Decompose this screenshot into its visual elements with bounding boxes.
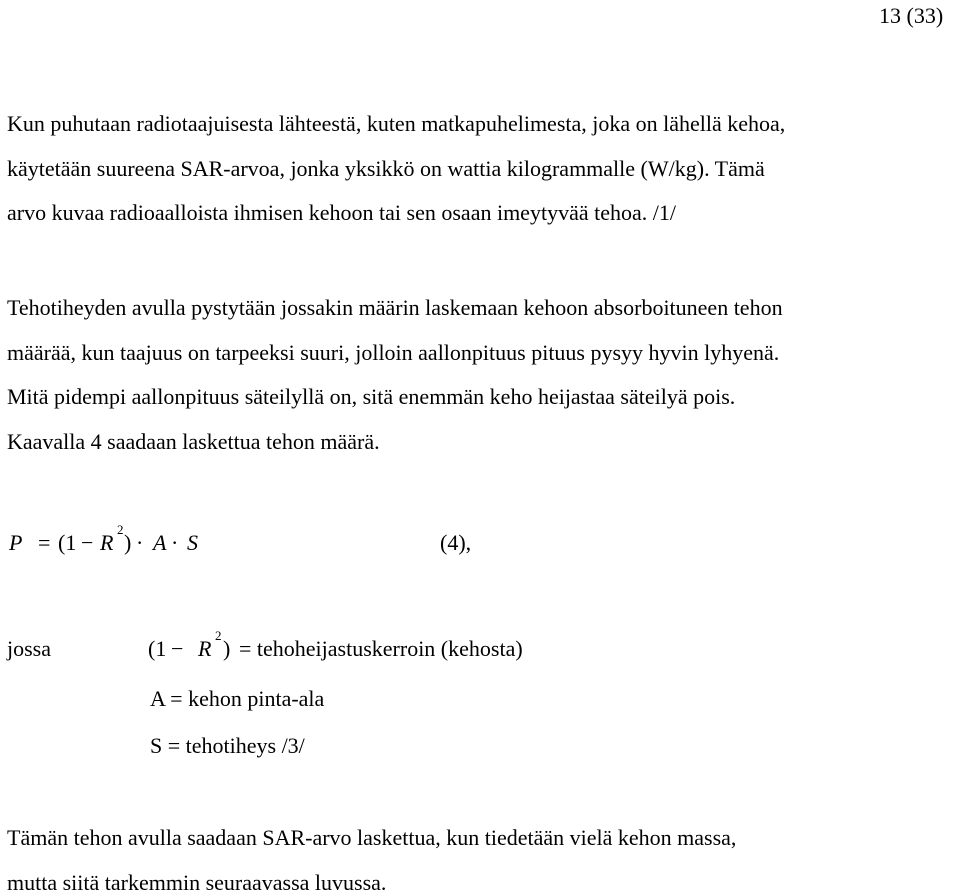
paragraph-line: arvo kuvaa radioaalloista ihmisen kehoon tai sen osaan imeytyvää tehoa. /1/ xyxy=(7,200,676,225)
formula-equals: = xyxy=(38,530,51,555)
definition-minus: − xyxy=(171,636,184,661)
formula-minus: − xyxy=(81,530,94,555)
definition-close: ) xyxy=(223,636,231,661)
definition-r: R xyxy=(198,636,212,661)
page-number: 13 (33) xyxy=(879,3,944,28)
definitions-intro: jossa xyxy=(7,636,51,661)
paragraph-line: Kaavalla 4 saadaan laskettua tehon määrä. xyxy=(7,429,380,454)
formula-s: S xyxy=(187,530,198,555)
formula-exponent: 2 xyxy=(117,522,124,537)
definition-open: (1 xyxy=(148,636,167,661)
paragraph-line: Tehotiheyden avulla pystytään jossakin määrin laskemaan kehoon absorboituneen tehon xyxy=(7,295,783,320)
formula-close: ) xyxy=(124,530,132,555)
definition-area: A = kehon pinta-ala xyxy=(150,686,325,711)
formula-dot: · xyxy=(171,530,179,555)
paragraph-line: Mitä pidempi aallonpituus säteilyllä on, sitä enemmän keho heijastaa säteilyä pois. xyxy=(7,384,736,409)
formula-dot: · xyxy=(136,530,144,555)
paragraph-line: käytetään suureena SAR-arvoa, jonka yksikkö on wattia kilogrammalle (W/kg). Tämä xyxy=(7,156,765,181)
paragraph-line: Tämän tehon avulla saadaan SAR-arvo laskettua, kun tiedetään vielä kehon massa, xyxy=(7,825,737,850)
formula-p: P xyxy=(9,530,23,555)
formula-a: A xyxy=(153,530,167,555)
definition-power-density: S = tehotiheys /3/ xyxy=(150,733,305,758)
definition-reflection: = tehoheijastuskerroin (kehosta) xyxy=(239,636,523,661)
paragraph-line: mutta siitä tarkemmin seuraavassa luvussa. xyxy=(7,870,387,895)
formula-r: R xyxy=(100,530,114,555)
paragraph-line: Kun puhutaan radiotaajuisesta lähteestä, kuten matkapuhelimesta, joka on lähellä kehoa, xyxy=(7,111,786,136)
definition-exponent: 2 xyxy=(215,628,222,643)
paragraph-line: määrää, kun taajuus on tarpeeksi suuri, jolloin aallonpituus pituus pysyy hyvin lyhyenä. xyxy=(7,340,780,365)
formula-number: (4), xyxy=(440,530,472,555)
formula-open: (1 xyxy=(58,530,77,555)
